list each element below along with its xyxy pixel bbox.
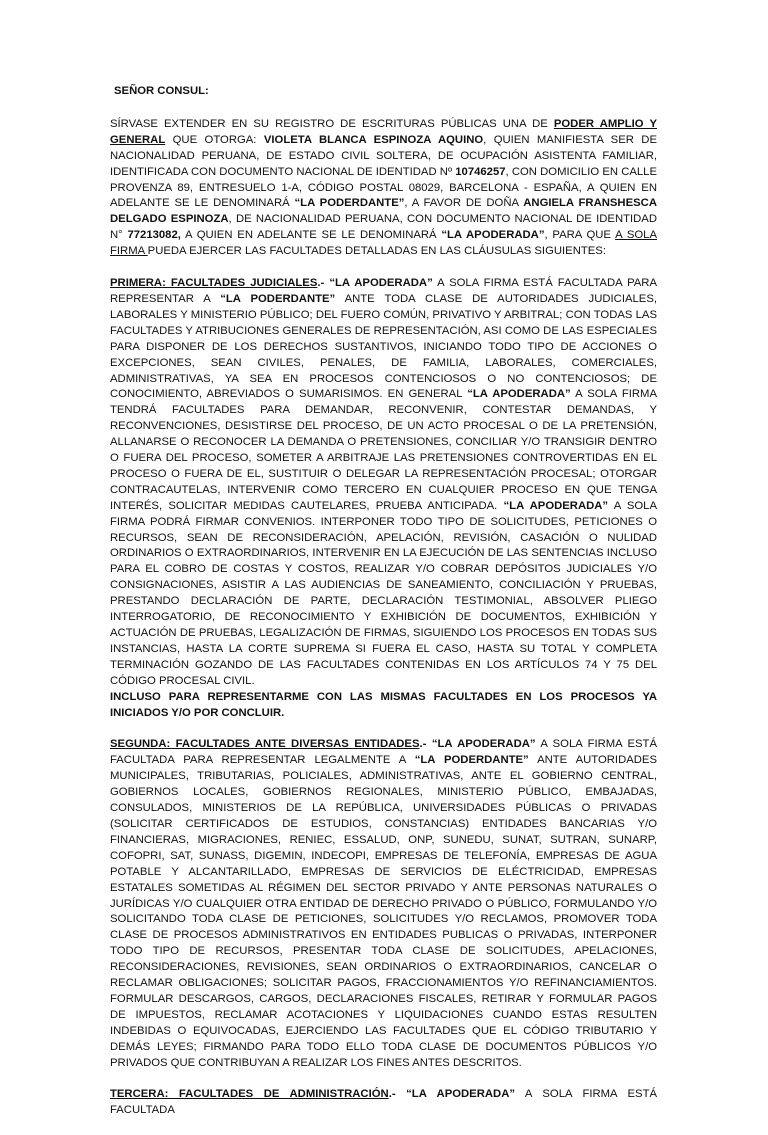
text-run: “LA APODERADA” <box>467 388 571 401</box>
text-run: “LA PODERDANTE” <box>414 754 529 767</box>
text-run: “LA APODERADA” <box>329 277 433 290</box>
clause-primera-extra: INCLUSO PARA REPRESENTARME CON LAS MISMAS FACULTADES EN LOS PROCESOS YA INICIADOS Y/O POR CONCLUIR. <box>110 690 657 719</box>
document-page <box>110 84 657 1135</box>
text-run: , DE NACIONALIDAD PERUANA, CON DOCUMENTO NACIONAL DE IDENTIDAD N° <box>110 213 657 242</box>
text-run: A SOLA FIRMA ESTÁ FACULTADA PARA REPRESENTAR LEGALMENTE A <box>110 738 657 767</box>
text-run: “LA APODERADA” <box>441 229 545 242</box>
text-run: A SOLA FIRMA ESTÁ FACULTADA PARA REPRESENTAR A <box>110 277 657 305</box>
text-run: A SOLA FIRMA TENDRÁ FACULTADES PARA DEMANDAR, RECONVENIR, CONTESTAR DEMANDAS, Y RECONVENCIONES, DESISTIRSE DEL PROCESO, DE UN ACTO PROCESAL O DE LA PRETENSIÓN, ALLANARSE O RECONOCER LA DEMANDA O PRETENSIONES, CONCILIAR Y/O TRANSIGIR DENTRO O FUERA DEL PROCESO, SOMETER A ARBITRAJE LAS PRETENSIONES CONTROVERTIDAS EN EL PROCESO O FUERA DE EL, SUSTITUIR O DELEGAR LA REPRESENTACIÓN PROCESAL; OTORGAR CONTRACAUTELAS, INTERVENIR COMO TERCERO EN CUALQUIER PROCESO EN QUE TENGA INTERÉS, SOLICITAR MEDIDAS CAUTELARES, PRUEBA ANTICIPADA. <box>110 388 657 512</box>
text-run: A SOLA FIRMA <box>110 229 657 258</box>
text-run: “LA APODERADA” <box>503 499 609 512</box>
text-run: “LA PODERDANTE” <box>294 197 405 210</box>
text-run: QUE OTORGA: <box>165 133 264 146</box>
clause-primera <box>110 276 657 690</box>
text-run: TERCERA: FACULTADES DE ADMINISTRACIÓN <box>110 1088 389 1101</box>
text-run: ANTE TODA CLASE DE AUTORIDADES JUDICIALES, LABORALES Y MINISTERIO PÚBLICO; DEL FUERO COMÚN, PRIVATIVO Y ARBITRAL; CON TODAS LAS FACULTADES Y ATRIBUCIONES GENERALES DE REPRESENTACIÓN, ASI COMO DE LAS ESPECIALES PARA DISPONER DE LOS DERECHOS SUSTANTIVOS, INICIANDO TODO TIPO DE ACCIONES O EXCEPCIONES, SEAN CIVILES, PENALES, DE FAMILIA, LABORALES, COMERCIALES, ADMINISTRATIVAS, YA SEA EN PROCESOS CONTENCIOSOS O NO CONTENCIOSOS; DE CONOCIMIENTO, ABREVIADOS O SUMARISIMOS. EN GENERAL <box>110 292 657 401</box>
text-run: , QUIEN MANIFIESTA SER DE NACIONALIDAD PERUANA, DE ESTADO CIVIL SOLTERA, DE OCUPACIÓN ASISTENTA FAMILIAR, IDENTIFICADA CON DOCUMENTO NACIONAL DE IDENTIDAD Nº <box>110 133 657 178</box>
clause-segunda <box>110 737 657 1071</box>
intro-paragraph <box>110 117 657 260</box>
text-run: A SOLA FIRMA ESTÁ FACULTADA <box>110 1088 658 1117</box>
text-run: A QUIEN EN ADELANTE SE LE DENOMINARÁ <box>180 229 442 242</box>
text-run: , CON DOMICILIO EN CALLE PROVENZA 89, ENTRESUELO 1-A, CÓDIGO POSTAL 08029, BARCELONA - ESPAÑA, A QUIEN EN ADELANTE SE LE DENOMINARÁ <box>110 165 657 210</box>
text-run: .- <box>419 738 432 751</box>
text-run: .- <box>317 277 330 290</box>
text-run: VIOLETA BLANCA ESPINOZA AQUINO <box>263 133 484 146</box>
text-run: .- <box>388 1088 407 1101</box>
text-run: PRIMERA: FACULTADES JUDICIALES <box>110 277 318 290</box>
text-run: , PARA QUE <box>544 229 616 242</box>
text-run: SEGUNDA: FACULTADES ANTE DIVERSAS ENTIDADES <box>110 738 420 751</box>
salutation: SEÑOR CONSUL: <box>114 85 209 97</box>
text-run: ANTE AUTORIDADES MUNICIPALES, TRIBUTARIAS, POLICIALES, ADMINISTRATIVAS, ANTE EL GOBIERNO CENTRAL, GOBIERNOS LOCALES, GOBIERNOS REGIONALES, MINISTERIO PÚBLICO, EMBAJADAS, CONSULADOS, MINISTERIOS DE LA REPÚBLICA, UNIVERSIDADES PÚBLICAS O PRIVADAS (SOLICITAR CERTIFICADOS DE ESTUDIOS, CONSTANCIAS) ENTIDADES BANCARIAS Y/O FINANCIERAS, MIGRACIONES, RENIEC, ESSALUD, ONP, SUNEDU, SUNAT, SUTRAN, SUNARP, COFOPRI, SAT, SUNASS, DIGEMIN, INDECOPI, EMPRESAS DE TELEFONÍA, EMPRESAS DE AGUA POTABLE Y ALCANTARILLADO, EMPRESAS DE SERVICIOS DE ELÉCTRICIDAD, EMPRESAS ESTATALES SOMETIDAS AL RÉGIMEN DEL SECTOR PRIVADO Y ANTE PERSONAS NATURALES O JURÍDICAS Y/O CUALQUIER OTRA ENTIDAD DE DERECHO PRIVADO O PÚBLICO, FORMULANDO Y/O SOLICITANDO TODA CLASE DE PETICIONES, SOLICITUDES Y/O RECLAMOS, PROMOVER TODA CLASE DE PROCESOS ADMINISTRATIVOS EN ENTIDADES PUBLICAS O PRIVADAS, INTERPONER TODO TIPO DE RECURSOS, PRESENTAR TODA CLASE DE SOLICITUDES, APELACIONES, RECONSIDERACIONES, REVISIONES, SEAN ORDINARIOS O EXTRAORDINARIOS, CANCELAR O RECLAMAR OBLIGACIONES; SOLICITAR PAGOS, FRACCIONAMIENTOS Y/O REFINANCIAMIENTOS. FORMULAR DESCARGOS, CARGOS, DECLARACIONES FISCALES, RETIRAR Y FORMULAR PAGOS DE IMPUESTOS, RECLAMAR ACOTACIONES Y LIQUIDACIONES CUANDO ESTAS RESULTEN INDEBIDAS O EQUIVOCADAS, EJERCIENDO LAS FACULTADES QUE EL CÓDIGO TRIBUTARIO Y DEMÁS LEYES; FIRMANDO PARA TODO ELLO TODA CLASE DE DOCUMENTOS PÚBLICOS Y/O PRIVADOS QUE CONTRIBUYAN A REALIZAR LOS FINES ANTES DESCRITOS. <box>110 754 657 1069</box>
text-run: PODER AMPLIO Y GENERAL <box>110 117 657 146</box>
text-run: ANGIELA FRANSHESCA DELGADO ESPINOZA <box>110 197 657 226</box>
text-run: “LA APODERADA” <box>406 1088 516 1101</box>
clause-tercera <box>110 1087 657 1119</box>
text-run: PUEDA EJERCER LAS FACULTADES DETALLADAS EN LAS CLÁUSULAS SIGUIENTES: <box>147 245 606 258</box>
text-run: 10746257 <box>455 165 506 178</box>
text-run: “LA APODERADA” <box>431 738 536 751</box>
text-run: SÍRVASE EXTENDER EN SU REGISTRO DE ESCRITURAS PÚBLICAS UNA DE <box>110 117 554 130</box>
text-run: , A FAVOR DE DOÑA <box>404 197 524 210</box>
text-run: “LA PODERDANTE” <box>220 292 336 305</box>
text-run: 77213082, <box>127 229 181 242</box>
text-run: A SOLA FIRMA PODRÁ FIRMAR CONVENIOS. INTERPONER TODO TIPO DE SOLICITUDES, PETICIONES O RECURSOS, SEAN DE RECONSIDERACIÓN, APELACIÓN, REVISIÓN, CASACIÓN O NULIDAD ORDINARIOS O EXTRAORDINARIOS, INTERVENIR EN LA EJECUCIÓN DE LAS SENTENCIAS INCLUSO PARA EL COBRO DE COSTAS Y COSTOS, REALIZAR Y/O COBRAR DEPÓSITOS JUDICIALES Y/O CONSIGNACIONES, ASISTIR A LAS AUDIENCIAS DE SANEAMIENTO, CONCILIACIÓN Y PRUEBAS, PRESTANDO DECLARACIÓN DE PARTE, DECLARACIÓN TESTIMONIAL, ABSOLVER PLIEGO INTERROGATORIO, DE RECONOCIMIENTO Y EXHIBICIÓN DE DOCUMENTOS, EXHIBICIÓN Y ACTUACIÓN DE PRUEBAS, LEGALIZACIÓN DE FIRMAS, SIGUIENDO LOS PROCESOS EN TODAS SUS INSTANCIAS, HASTA LA CORTE SUPREMA SI FUERA EL CASO, HASTA SU TOTAL Y COMPLETA TERMINACIÓN GOZANDO DE LAS FACULTADES CONTENIDAS EN LOS ARTÍCULOS 74 Y 75 DEL CÓDIGO PROCESAL CIVIL. <box>110 499 657 687</box>
